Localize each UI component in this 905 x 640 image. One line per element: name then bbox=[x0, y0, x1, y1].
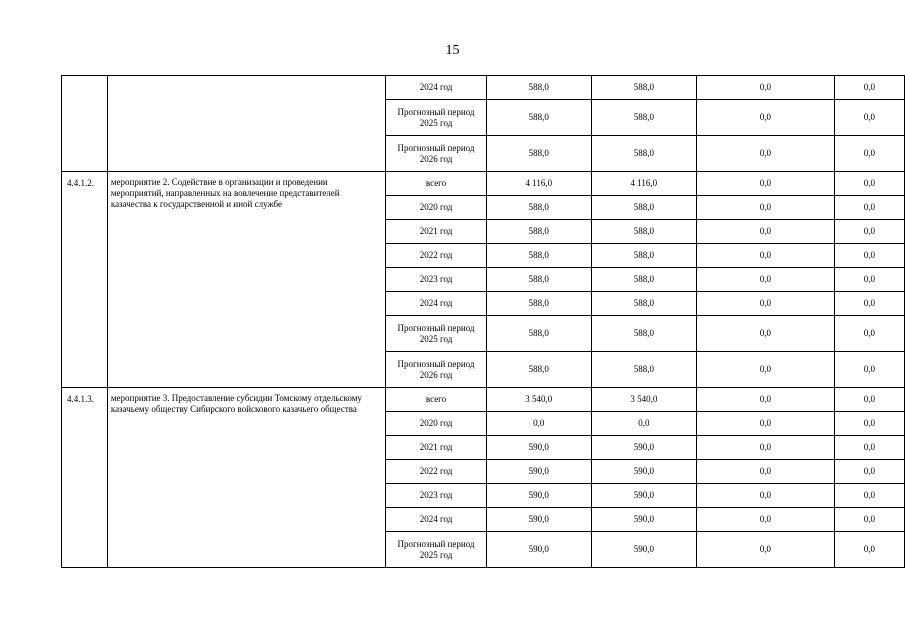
period-cell: Прогнозный период 2025 год bbox=[386, 532, 487, 568]
item-description: мероприятие 3. Предоставление субсидии Томскому отдельскому казачьему обществу Сибирского войскового казачьего общества bbox=[107, 388, 385, 568]
local-budget-cell: 0,0 bbox=[834, 196, 904, 220]
local-budget-cell: 0,0 bbox=[834, 316, 904, 352]
regional-budget-cell: 588,0 bbox=[591, 136, 696, 172]
local-budget-cell: 0,0 bbox=[834, 244, 904, 268]
local-budget-cell: 0,0 bbox=[834, 352, 904, 388]
regional-budget-cell: 588,0 bbox=[591, 220, 696, 244]
period-cell: 2024 год bbox=[386, 76, 487, 100]
total-cell: 588,0 bbox=[486, 220, 591, 244]
period-cell: 2023 год bbox=[386, 484, 487, 508]
federal-budget-cell: 0,0 bbox=[696, 292, 834, 316]
regional-budget-cell: 3 540,0 bbox=[591, 388, 696, 412]
table-row bbox=[62, 388, 905, 412]
total-cell: 3 540,0 bbox=[486, 388, 591, 412]
regional-budget-cell: 4 116,0 bbox=[591, 172, 696, 196]
total-cell: 588,0 bbox=[486, 352, 591, 388]
federal-budget-cell: 0,0 bbox=[696, 412, 834, 436]
total-cell: 0,0 bbox=[486, 412, 591, 436]
regional-budget-cell: 588,0 bbox=[591, 244, 696, 268]
total-cell: 588,0 bbox=[486, 244, 591, 268]
page-number: 15 bbox=[445, 43, 460, 58]
period-cell: 2023 год bbox=[386, 268, 487, 292]
total-cell: 588,0 bbox=[486, 136, 591, 172]
regional-budget-cell: 588,0 bbox=[591, 100, 696, 136]
regional-budget-cell: 588,0 bbox=[591, 352, 696, 388]
period-cell: 2024 год bbox=[386, 508, 487, 532]
item-number bbox=[62, 76, 108, 172]
period-cell: 2020 год bbox=[386, 196, 487, 220]
local-budget-cell: 0,0 bbox=[834, 220, 904, 244]
federal-budget-cell: 0,0 bbox=[696, 352, 834, 388]
total-cell: 588,0 bbox=[486, 292, 591, 316]
regional-budget-cell: 588,0 bbox=[591, 292, 696, 316]
table-row bbox=[62, 172, 905, 196]
total-cell: 588,0 bbox=[486, 316, 591, 352]
budget-table bbox=[61, 75, 905, 568]
total-cell: 588,0 bbox=[486, 100, 591, 136]
total-cell: 4 116,0 bbox=[486, 172, 591, 196]
local-budget-cell: 0,0 bbox=[834, 532, 904, 568]
period-cell: всего bbox=[386, 172, 487, 196]
regional-budget-cell: 590,0 bbox=[591, 436, 696, 460]
period-cell: Прогнозный период 2026 год bbox=[386, 136, 487, 172]
local-budget-cell: 0,0 bbox=[834, 484, 904, 508]
item-number: 4.4.1.2. bbox=[62, 172, 108, 388]
federal-budget-cell: 0,0 bbox=[696, 460, 834, 484]
total-cell: 588,0 bbox=[486, 76, 591, 100]
regional-budget-cell: 590,0 bbox=[591, 508, 696, 532]
period-cell: 2021 год bbox=[386, 220, 487, 244]
local-budget-cell: 0,0 bbox=[834, 412, 904, 436]
period-cell: 2021 год bbox=[386, 436, 487, 460]
total-cell: 590,0 bbox=[486, 460, 591, 484]
local-budget-cell: 0,0 bbox=[834, 172, 904, 196]
local-budget-cell: 0,0 bbox=[834, 436, 904, 460]
item-number: 4.4.1.3. bbox=[62, 388, 108, 568]
total-cell: 590,0 bbox=[486, 508, 591, 532]
federal-budget-cell: 0,0 bbox=[696, 532, 834, 568]
regional-budget-cell: 588,0 bbox=[591, 268, 696, 292]
table-row bbox=[62, 76, 905, 100]
total-cell: 590,0 bbox=[486, 532, 591, 568]
federal-budget-cell: 0,0 bbox=[696, 244, 834, 268]
federal-budget-cell: 0,0 bbox=[696, 220, 834, 244]
regional-budget-cell: 588,0 bbox=[591, 76, 696, 100]
federal-budget-cell: 0,0 bbox=[696, 136, 834, 172]
local-budget-cell: 0,0 bbox=[834, 76, 904, 100]
period-cell: Прогнозный период 2025 год bbox=[386, 316, 487, 352]
local-budget-cell: 0,0 bbox=[834, 292, 904, 316]
local-budget-cell: 0,0 bbox=[834, 508, 904, 532]
federal-budget-cell: 0,0 bbox=[696, 196, 834, 220]
federal-budget-cell: 0,0 bbox=[696, 436, 834, 460]
period-cell: Прогнозный период 2025 год bbox=[386, 100, 487, 136]
local-budget-cell: 0,0 bbox=[834, 460, 904, 484]
federal-budget-cell: 0,0 bbox=[696, 484, 834, 508]
federal-budget-cell: 0,0 bbox=[696, 268, 834, 292]
total-cell: 588,0 bbox=[486, 268, 591, 292]
total-cell: 590,0 bbox=[486, 436, 591, 460]
item-description bbox=[107, 76, 385, 172]
federal-budget-cell: 0,0 bbox=[696, 76, 834, 100]
total-cell: 590,0 bbox=[486, 484, 591, 508]
federal-budget-cell: 0,0 bbox=[696, 508, 834, 532]
federal-budget-cell: 0,0 bbox=[696, 100, 834, 136]
regional-budget-cell: 588,0 bbox=[591, 316, 696, 352]
local-budget-cell: 0,0 bbox=[834, 100, 904, 136]
federal-budget-cell: 0,0 bbox=[696, 172, 834, 196]
item-description: мероприятие 2. Содействие в организации и проведении мероприятий, направленных на вовлечение представителей казачества к государственной и иной службе bbox=[107, 172, 385, 388]
regional-budget-cell: 590,0 bbox=[591, 532, 696, 568]
period-cell: всего bbox=[386, 388, 487, 412]
period-cell: 2024 год bbox=[386, 292, 487, 316]
regional-budget-cell: 0,0 bbox=[591, 412, 696, 436]
period-cell: 2022 год bbox=[386, 244, 487, 268]
total-cell: 588,0 bbox=[486, 196, 591, 220]
regional-budget-cell: 590,0 bbox=[591, 484, 696, 508]
regional-budget-cell: 590,0 bbox=[591, 460, 696, 484]
federal-budget-cell: 0,0 bbox=[696, 316, 834, 352]
regional-budget-cell: 588,0 bbox=[591, 196, 696, 220]
period-cell: 2022 год bbox=[386, 460, 487, 484]
period-cell: Прогнозный период 2026 год bbox=[386, 352, 487, 388]
local-budget-cell: 0,0 bbox=[834, 136, 904, 172]
local-budget-cell: 0,0 bbox=[834, 268, 904, 292]
period-cell: 2020 год bbox=[386, 412, 487, 436]
local-budget-cell: 0,0 bbox=[834, 388, 904, 412]
federal-budget-cell: 0,0 bbox=[696, 388, 834, 412]
table-body bbox=[62, 76, 905, 568]
